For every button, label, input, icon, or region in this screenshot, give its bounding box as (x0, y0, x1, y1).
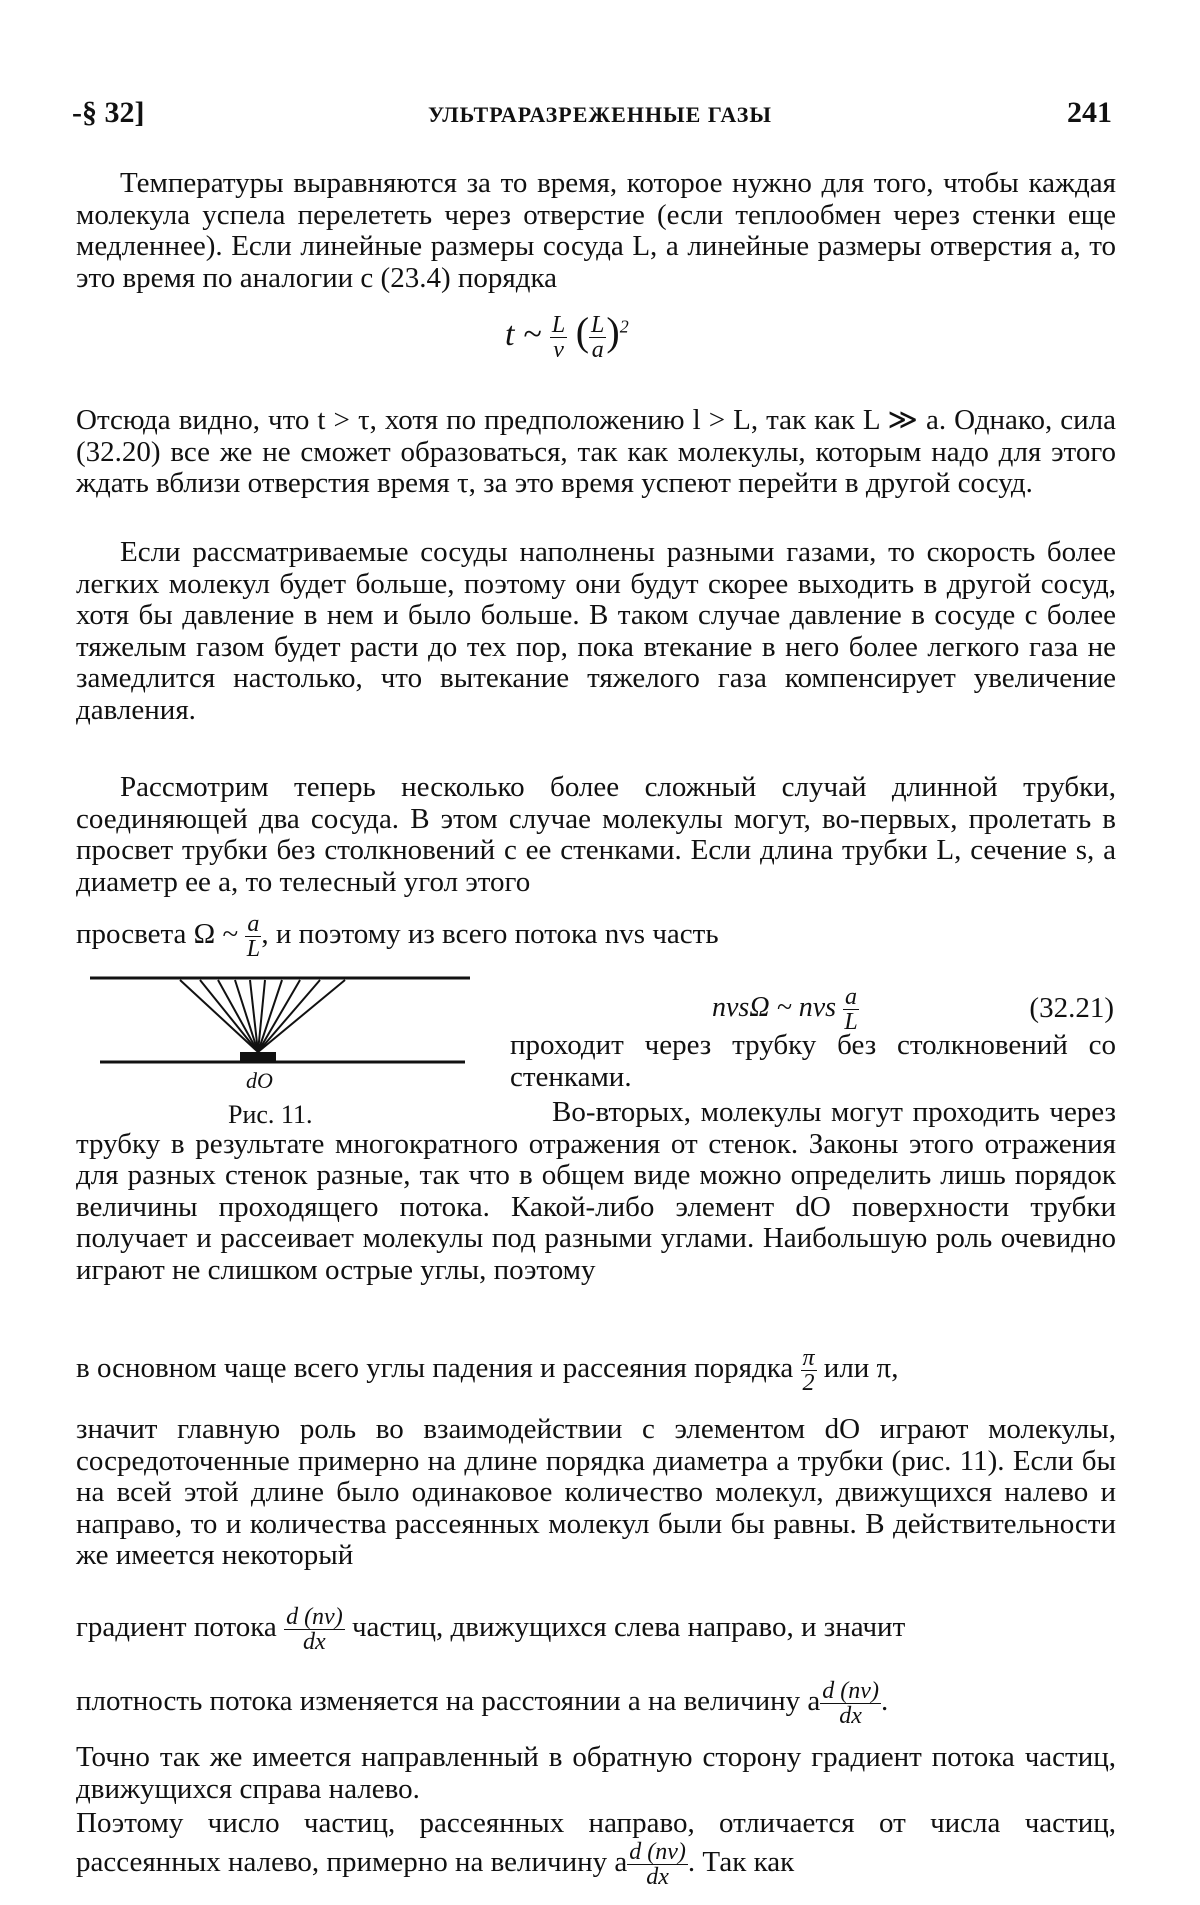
section-marker: -§ 32] (72, 96, 145, 129)
running-title: УЛЬТРАРАЗРЕЖЕННЫЕ ГАЗЫ (428, 102, 772, 127)
paragraph-7: значит главную роль во взаимодействии с элементом dO играют молекулы, сосредоточенные примерно на длине порядка диаметра a трубки (рис. 11). Если бы на всей этой длине было одинаковое количество молекул, движущихся налево и направо, то и количества рассеянных молекул были бы равны. В действительности же имеется некоторый (76, 1413, 1116, 1571)
last-line: Поэтому число частиц, рассеянных направо, отличается от числа частиц, рассеянных налево, примерно на величину a $\frac{d (nv)}{dx}$ . Так как (76, 1807, 1116, 1890)
surface-element (240, 1052, 276, 1062)
paragraph-1: Температуры выравняются за то время, которое нужно для того, чтобы каждая молекула успела перелететь через отверстие (если теплообмен через стенки еще медленнее). Если линейные размеры сосуда L, а линейные размеры отверстия a, то это время по аналогии с (23.4) порядка (76, 167, 1116, 294)
solid-angle-line: просвета Ω ~ $\frac{a}{L}$ , и поэтому из всего потока nvs часть (76, 911, 719, 962)
density-line: плотность потока изменяется на расстоянии a на величину a $\frac{d (nv)}{dx}$ . (76, 1678, 889, 1729)
scattering-rays (180, 980, 345, 1052)
paragraph-5: проходит через трубку без столкновений со стенками. (510, 1029, 1116, 1093)
equation-time: t ~ $\frac{L}{v}$ ( $\frac{L}{a}$ )$^2$ (505, 309, 629, 363)
equation-number: (32.21) (1029, 992, 1114, 1024)
paragraph-4: Рассмотрим теперь несколько более сложный случай длинной трубки, соединяющей два сосуда. В этом случае молекулы могут, во-первых, пролетать в просвет трубки без столкновений с ее стенками. Если длина трубки L, сечение s, а диаметр ее a, то телесный угол этого (76, 771, 1116, 898)
equation-32-21: nvsΩ ~ nvs $\frac{a}{L}$ (712, 984, 858, 1035)
angle-line: в основном чаще всего углы падения и рассеяния порядка $\frac{\pi}{2}$ или π, (76, 1345, 899, 1396)
gradient-line: градиент потока $\frac{d (nv)}{dx}$ частиц, движущихся слева направо, и значит (76, 1604, 906, 1655)
figure-11-diagram (90, 970, 470, 1070)
page-number: 241 (1067, 96, 1112, 129)
figure-label-dO: dO (246, 1068, 273, 1093)
figure-caption: Рис. 11. (228, 1100, 313, 1129)
paragraph-8: Точно так же имеется направленный в обратную сторону градиент потока частиц, движущихся справа налево. (76, 1741, 1116, 1805)
paragraph-6: Во-вторых, молекулы могут проходить через трубку в результате многократного отражения от стенок. Законы этого отражения для разных стенок разные, так что в общем виде можно определить лишь порядок величины проходящего потока. Какой-либо элемент dO поверхности трубки получает и рассеивает молекулы под разными углами. Наибольшую роль очевидно играют не слишком острые углы, поэтому (76, 1096, 1116, 1286)
paragraph-2: Отсюда видно, что t > τ, хотя по предположению l > L, так как L ≫ a. Однако, сила (32.20) все же не сможет образоваться, так как молекулы, которым надо для этого ждать вблизи отверстия время τ, за это время успеют перейти в другой сосуд. (76, 404, 1116, 499)
paragraph-3: Если рассматриваемые сосуды наполнены разными газами, то скорость более легких молекул будет больше, поэтому они будут скорее выходить в другой сосуд, хотя бы давление в нем и было больше. В таком случае давление в сосуде с более тяжелым газом будет расти до тех пор, пока втекание в него более легкого газа не замедлится настолько, что вытекание тяжелого газа компенсирует увеличение давления. (76, 536, 1116, 726)
